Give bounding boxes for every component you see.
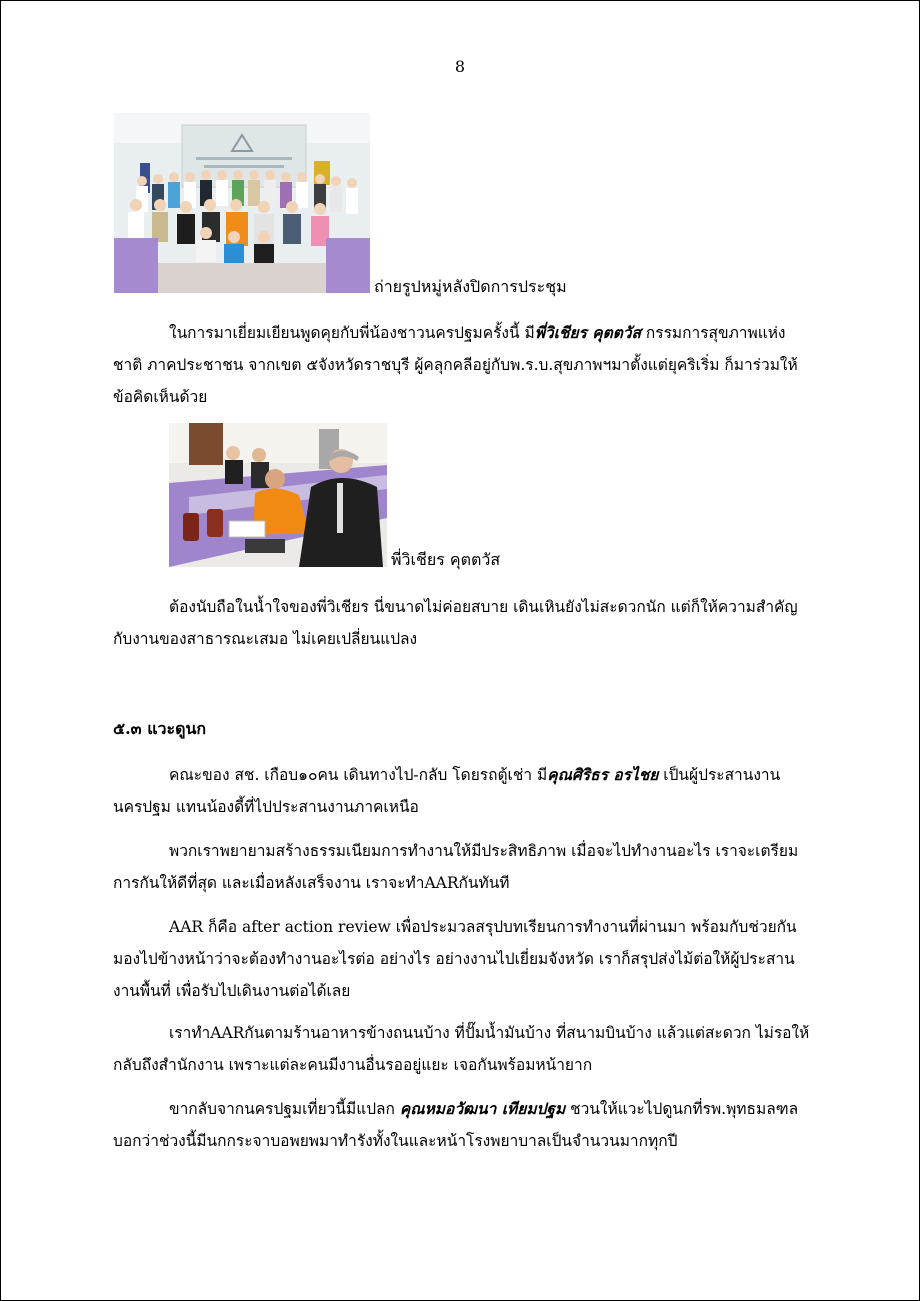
name-wattana: คุณหมอวัฒนา เทียมปฐม [399, 1099, 566, 1118]
paragraph-respect-text: ต้องนับถือในน้ำใจของพี่วิเชียร นี่ขนาดไม่ค่อยสบาย เดินเหินยังไม่สะดวกนัก แต่ก็ให้ความสำคัญกับงานของสาธารณะเสมอ ไม่เคยเปลี่ยนแปลง [113, 598, 798, 648]
paragraph-aar-places [113, 1017, 813, 1081]
name-wichian: พี่วิเชียร คุตตวัส [534, 323, 641, 342]
paragraph-visit-text-2: กรรมการสุขภาพแห่งชาติ ภาคประชาชน จากเขต ๕จังหวัดราชบุรี ผู้คลุกคลีอยู่กับพ.ร.บ.สุขภาพฯมาตั้งแต่ยุคริเริ่ม ก็มาร่วมให้ข้อคิดเห็นด้วย [113, 324, 798, 406]
paragraph-visit-text-1: ในการมาเยี่ยมเยียนพูดคุยกับพี่น้องชาวนครปฐมครั้งนี้ มี [169, 324, 535, 342]
paragraph-aar-places-text: เราทำAARกันตามร้านอาหารข้างถนนบ้าง ที่ปั๊มน้ำมันบ้าง ที่สนามบินบ้าง แล้วแต่สะดวก ไม่รอให้กลับถึงสำนักงาน เพราะแต่ละคนมีงานอื่นรออยู่แยะ เจอกันพร้อมหน้ายาก [113, 1024, 810, 1074]
paragraph-birdwatch-text-1: ขากลับจากนครปฐมเที่ยวนี้มีแปลก [169, 1100, 400, 1118]
paragraph-aar-definition [113, 911, 813, 1007]
paragraph-birdwatch-text-2: ชวนให้แวะไปดูนกที่รพ.พุทธมลฑล บอกว่าช่วงนี้มีนกกระจาบอพยพมาทำรังทั้งในและหน้าโรงพยาบาลเป็นจำนวนมากทุกปี [113, 1100, 799, 1150]
paragraph-team-text-1: คณะของ สช. เกือบ๑๐คน เดินทางไป-กลับ โดยรถตู้เช่า มี [169, 766, 548, 784]
page-number: 8 [454, 57, 466, 76]
paragraph-aar-habit [113, 835, 813, 899]
paragraph-team-text-2: เป็นผู้ประสานงานนครปฐม แทนน้องดี้ที่ไปประสานงานภาคเหนือ [113, 766, 781, 816]
paragraph-respect [113, 591, 813, 655]
paragraph-team [113, 759, 813, 823]
paragraph-birdwatch [113, 1093, 813, 1157]
paragraph-aar-habit-text: พวกเราพยายามสร้างธรรมเนียมการทำงานให้มีประสิทธิภาพ เมื่อจะไปทำงานอะไร เราจะเตรียมการกันให้ดีที่สุด และเมื่อหลังเสร็จงาน เราจะทำAARกันทันที [113, 842, 799, 892]
section-heading: ๕.๓ แวะดูนก [113, 719, 207, 738]
meeting-photo [169, 423, 387, 567]
name-sirithorn: คุณศิริธร อรไชย [547, 765, 659, 784]
group-photo-caption: ถ่ายรูปหมู่หลังปิดการประชุม [374, 277, 567, 296]
paragraph-aar-definition-text: AAR ก็คือ after action review เพื่อประมวลสรุปบทเรียนการทำงานที่ผ่านมา พร้อมกับช่วยกันมองไปข้างหน้าว่าจะต้องทำงานอะไรต่อ อย่างไร อย่างงานไปเยี่ยมจังหวัด เราก็สรุปส่งไม้ต่อให้ผู้ประสานงานพื้นที่ เพื่อรับไปเดินงานต่อได้เลย [113, 918, 797, 1000]
meeting-photo-caption: พี่วิเชียร คุตตวัส [391, 550, 501, 569]
group-photo [114, 113, 370, 293]
paragraph-visit [113, 317, 813, 413]
